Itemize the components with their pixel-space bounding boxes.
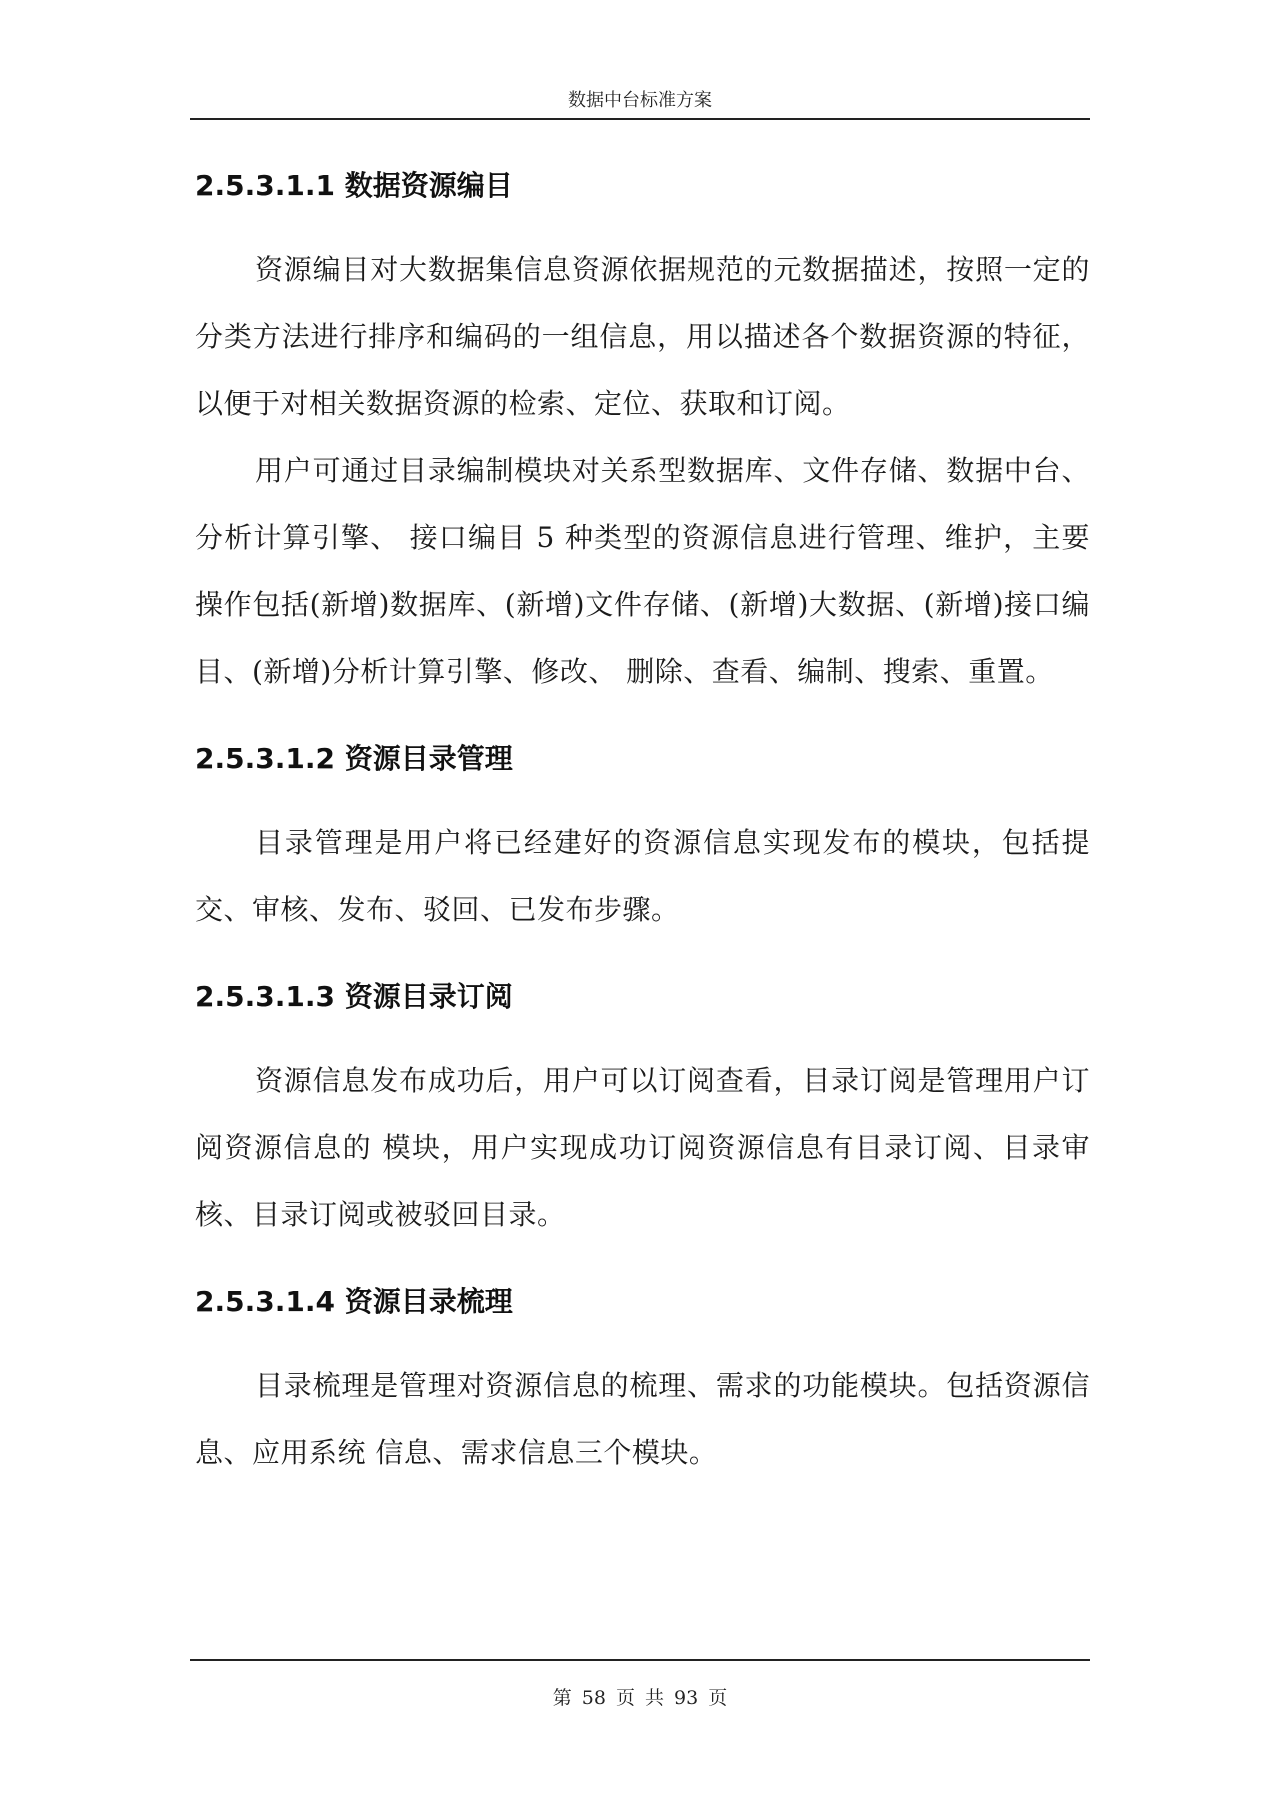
page-number: 第 58 页 共 93 页 bbox=[552, 1687, 728, 1709]
page-header: 数据中台标准方案 bbox=[568, 90, 712, 111]
paragraph: 目录梳理是管理对资源信息的梳理、需求的功能模块。包括资源信息、应用系统 信息、需求信息三个模块。 bbox=[195, 1369, 1090, 1469]
paragraph: 资源信息发布成功后，用户可以订阅查看，目录订阅是管理用户订阅资源信息的 模块，用户实现成功订阅资源信息有目录订阅、目录审核、目录订阅或被驳回目录。 bbox=[195, 1064, 1090, 1231]
header-rule bbox=[190, 118, 1090, 120]
footer-rule bbox=[190, 1659, 1090, 1661]
section-heading: 2.5.3.1.2 资源目录管理 bbox=[195, 742, 513, 775]
section-data-resource-cataloging bbox=[195, 166, 1090, 705]
document-body bbox=[195, 166, 1090, 1486]
paragraph: 资源编目对大数据集信息资源依据规范的元数据描述，按照一定的分类方法进行排序和编码的一组信息，用以描述各个数据资源的特征，以便于对相关数据资源的检索、定位、获取和订阅。 bbox=[195, 253, 1090, 420]
paragraph: 目录管理是用户将已经建好的资源信息实现发布的模块，包括提交、审核、发布、驳回、已发布步骤。 bbox=[195, 826, 1090, 926]
section-resource-catalog-sorting bbox=[195, 1282, 1090, 1486]
section-heading: 2.5.3.1.4 资源目录梳理 bbox=[195, 1285, 513, 1318]
section-resource-catalog-subscription bbox=[195, 977, 1090, 1248]
section-heading: 2.5.3.1.1 数据资源编目 bbox=[195, 169, 513, 202]
section-resource-catalog-management bbox=[195, 739, 1090, 943]
paragraph: 用户可通过目录编制模块对关系型数据库、文件存储、数据中台、分析计算引擎、 接口编目 5 种类型的资源信息进行管理、维护，主要操作包括(新增)数据库、(新增)文件存储、(新增)大数据、(新增)接口编目、(新增)分析计算引擎、修改、 删除、查看、编制、搜索、重置。 bbox=[195, 454, 1090, 688]
section-heading: 2.5.3.1.3 资源目录订阅 bbox=[195, 980, 513, 1013]
